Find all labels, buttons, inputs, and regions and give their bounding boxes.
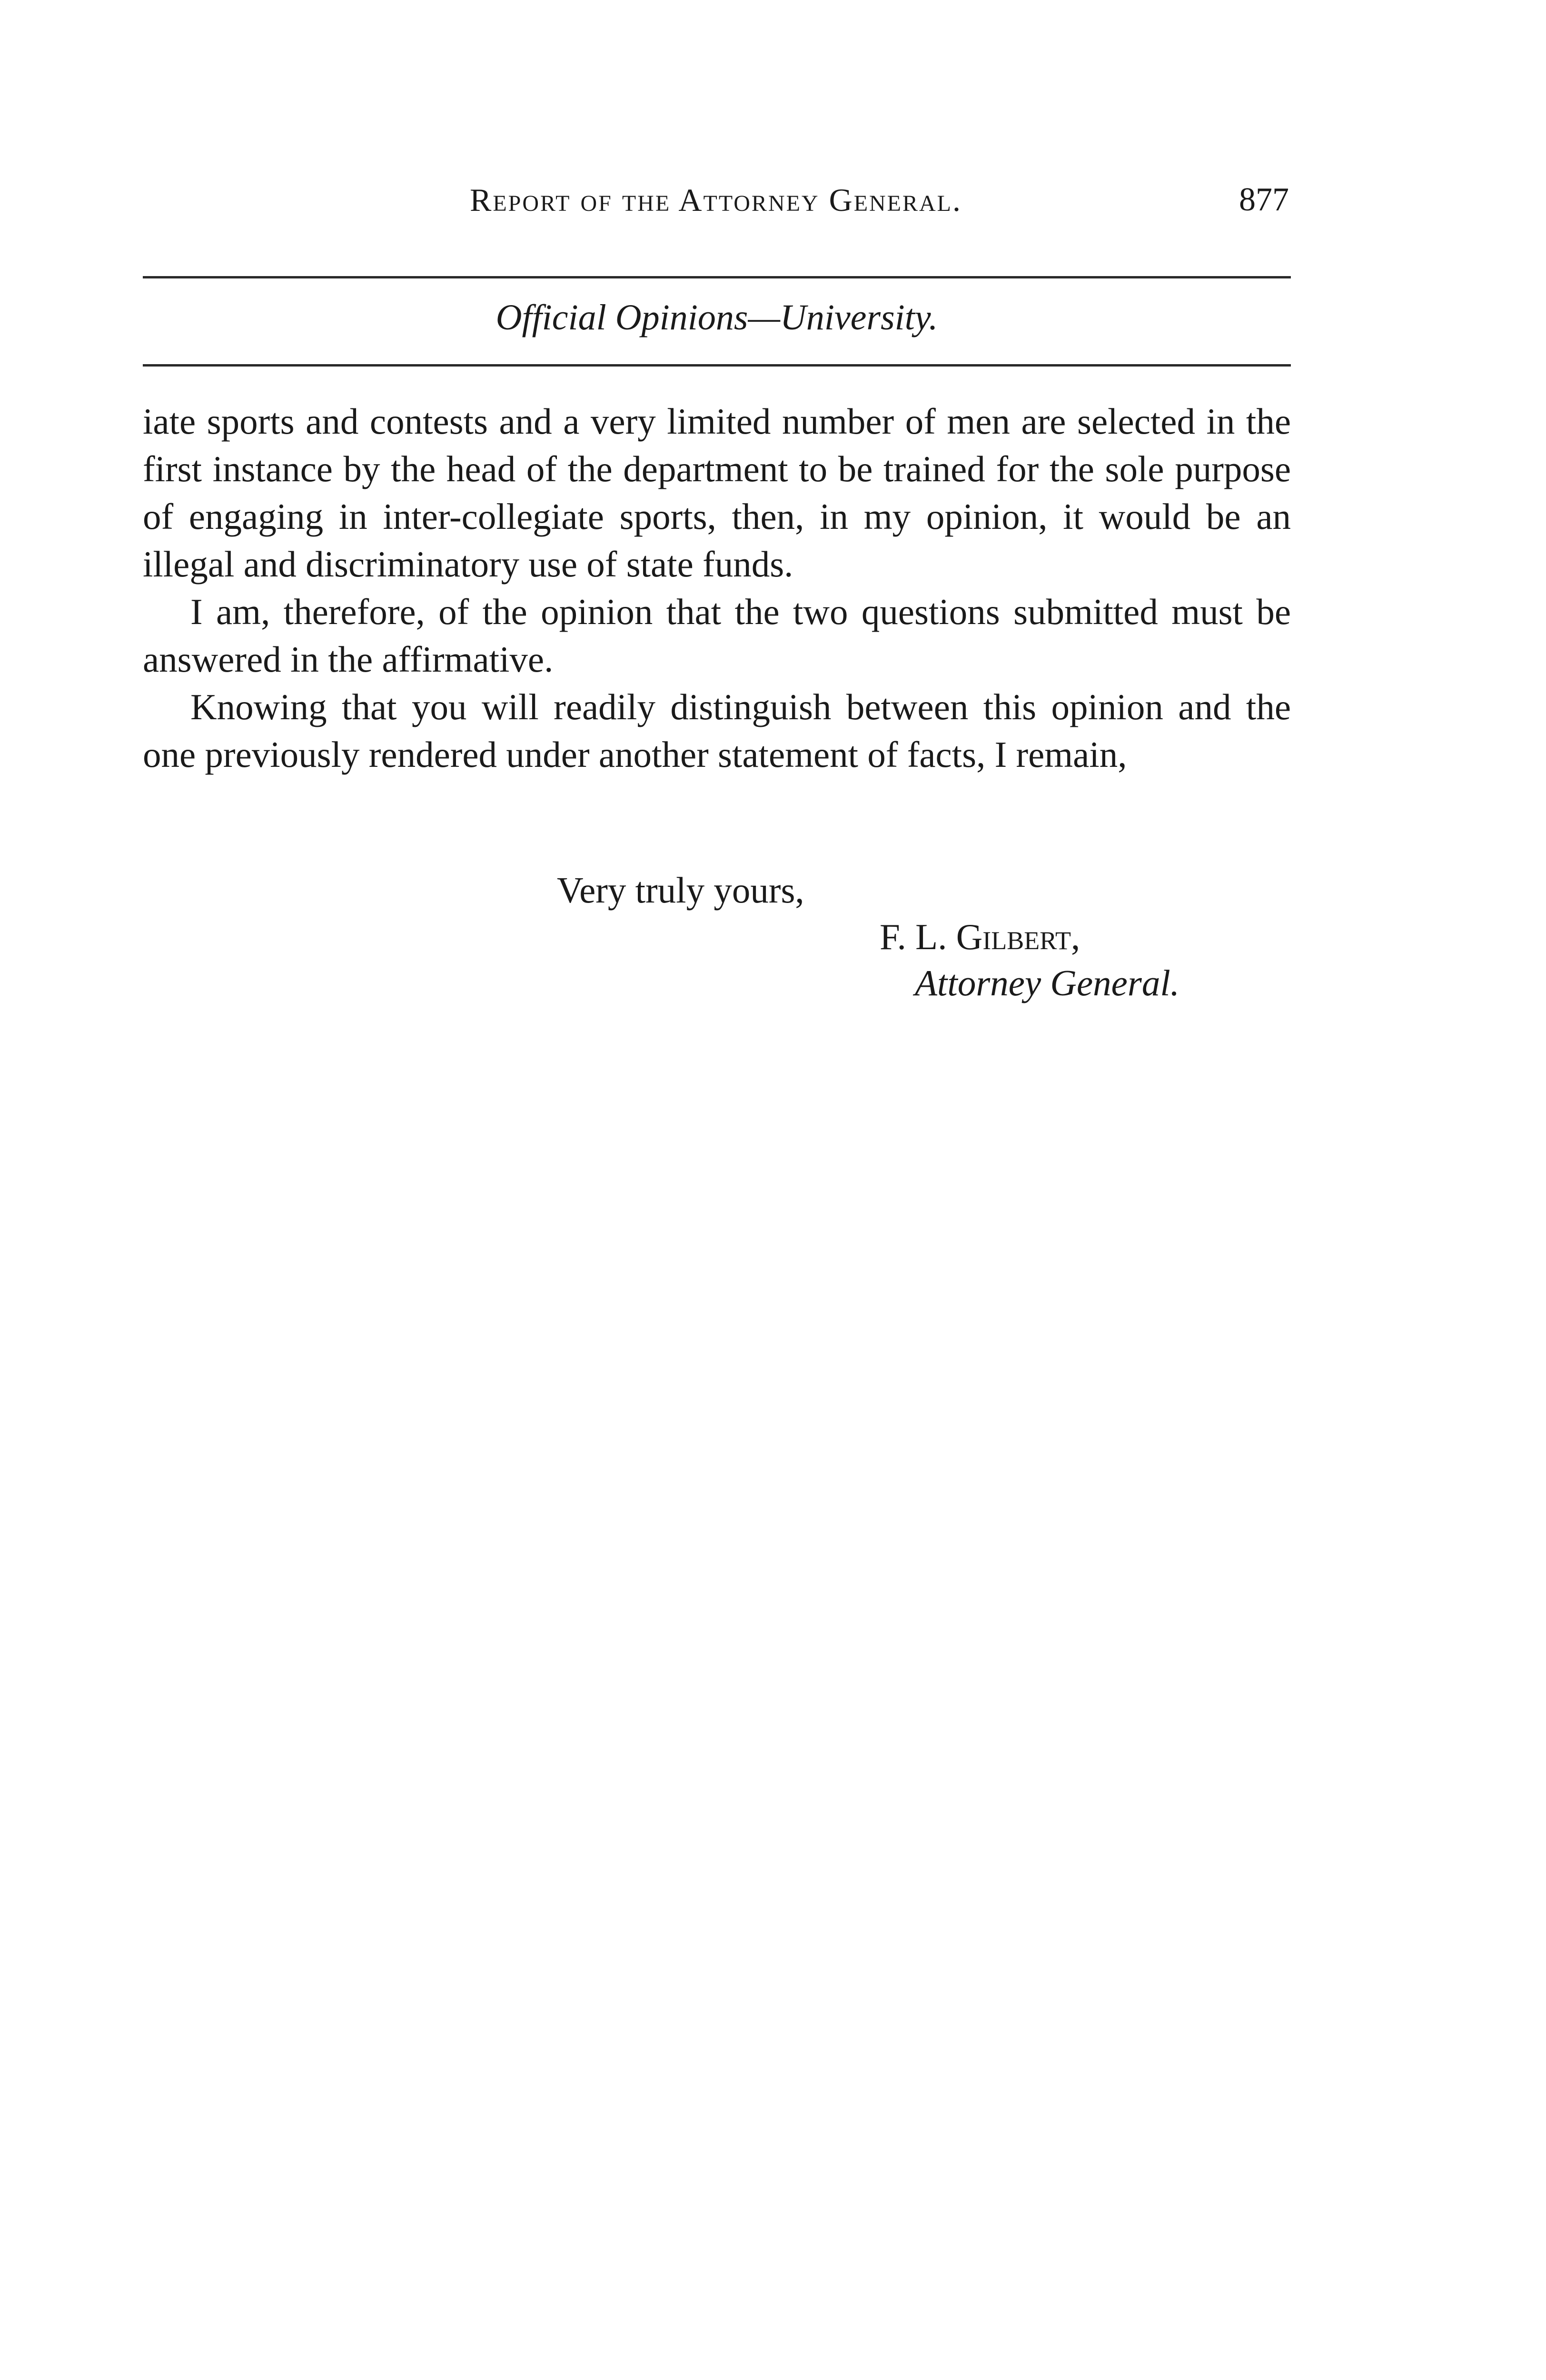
- paragraph-conclusion: I am, therefore, of the opinion that the two questions submitted must be answered in the affirmative.: [143, 591, 1291, 680]
- signatory-name: F. L. Gilbert,: [880, 916, 1080, 957]
- body-text: [143, 397, 1291, 778]
- letter-closing: Very truly yours,: [557, 870, 804, 911]
- running-header: [143, 174, 1289, 231]
- header-rule-top: [143, 276, 1291, 278]
- section-heading: Official Opinions—University.: [496, 298, 938, 337]
- running-title: Report of the Attorney General.: [469, 182, 962, 218]
- page-number: 877: [1239, 181, 1289, 218]
- signatory-title: Attorney General.: [915, 962, 1179, 1003]
- paragraph-continuation: iate sports and contests and a very limited number of men are selected in the first instance by the head of the department to be trained for the sole purpose of engaging in inter-collegiate sports, then, in my opinion, it would be an illegal and discriminatory use of state funds.: [143, 401, 1291, 585]
- paragraph-closing-remark: Knowing that you will readily distinguish between this opinion and the one previously rendered under another statement of facts, I remain,: [143, 686, 1291, 775]
- header-rule-bottom: [143, 364, 1291, 367]
